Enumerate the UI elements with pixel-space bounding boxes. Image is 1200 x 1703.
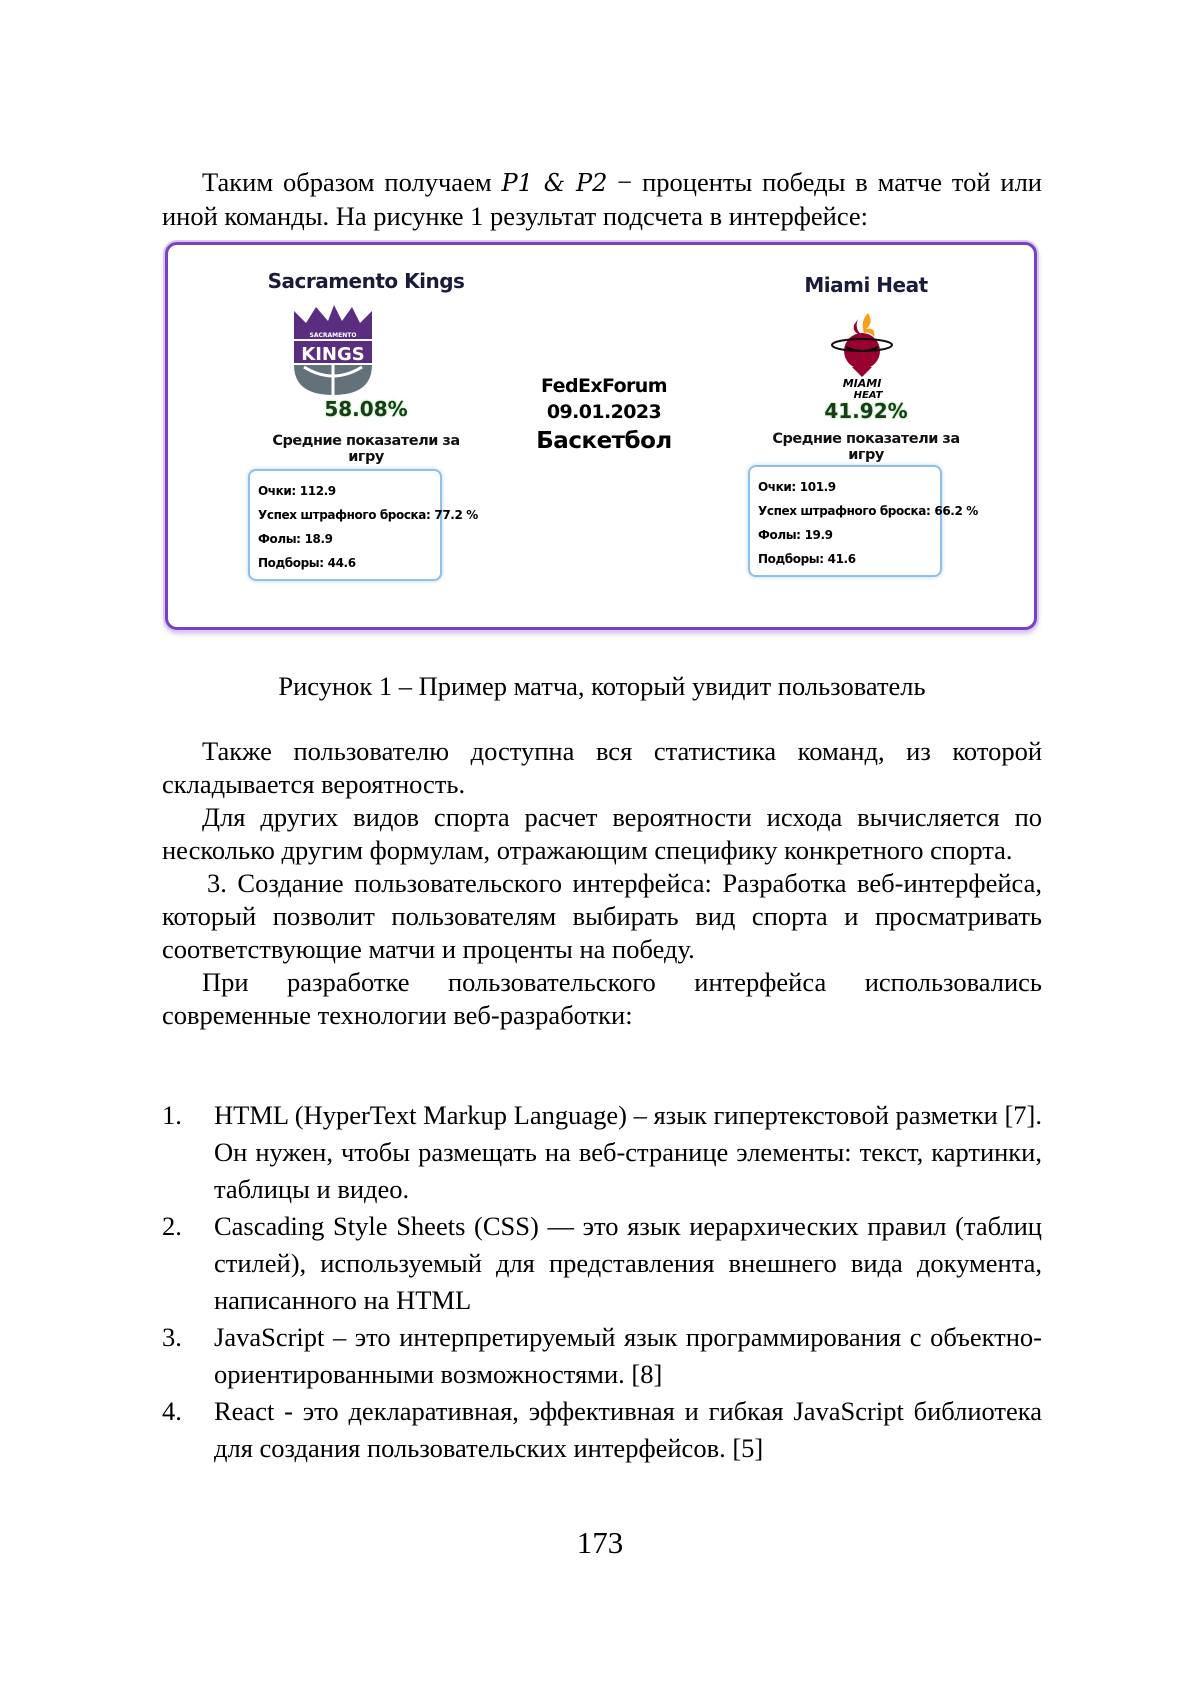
team-left-stats-box [248, 469, 478, 581]
team-left-percent: 58.08% [324, 397, 408, 421]
list-number: 3. [162, 1322, 182, 1352]
team-left-stat-fouls [258, 527, 432, 551]
match-sport: Баскетбол [536, 428, 672, 454]
list-number: 1. [162, 1100, 182, 1130]
match-figure [165, 242, 1037, 630]
page-number: 173 [576, 1525, 624, 1560]
team-left-avg-title: Средние показатели за игру [272, 433, 460, 465]
stat-value: 44.6 [327, 556, 356, 570]
heat-logo-text-2: HEAT [853, 390, 883, 401]
list-item [162, 1097, 1042, 1208]
technology-list [162, 1097, 1042, 1467]
stat-label: Очки: [758, 480, 796, 494]
list-text: Cascading Style Sheets (CSS) — это язык иерархических правил (таблиц стилей), используемый для представления внешнего вида документа, написанного на HTML [214, 1211, 1042, 1315]
kings-logo-small-text: SACRAMENTO [309, 332, 357, 339]
team-left-stat-points [258, 479, 432, 503]
intro-text-end: − проценты победы в матче той или иной команды. На рисунке 1 результат подсчета в интерфейсе: [162, 167, 1042, 231]
intro-formula: P1 & P2 [501, 169, 608, 197]
kings-logo-big-text: KINGS [301, 344, 365, 365]
body-text [162, 735, 1042, 1032]
paragraph: Также пользователю доступна вся статистика команд, из которой складывается вероятность. [162, 736, 1042, 799]
team-right-stat-rebounds [758, 547, 932, 571]
intro-text-start: Таким образом получаем [202, 167, 502, 197]
list-number: 4. [162, 1396, 182, 1426]
team-right-avg-title: Средние показатели за игру [772, 431, 960, 463]
paragraph: 3. Создание пользовательского интерфейса: Разработка веб-интерфейса, который позволит пользователям выбирать вид спорта и просматривать соответствующие матчи и проценты на победу. [162, 868, 1042, 964]
match-date: 09.01.2023 [546, 401, 662, 423]
team-right-stats-box [748, 465, 978, 577]
stat-value: 41.6 [827, 552, 856, 566]
paragraph: Для других видов спорта расчет вероятности исхода вычисляется по несколько другим формулам, отражающим специфику конкретного спорта. [162, 802, 1042, 865]
stat-label: Фолы: [258, 532, 301, 546]
paragraph: При разработке пользовательского интерфейса использовались современные технологии веб-разработки: [162, 967, 1042, 1030]
list-text: HTML (HyperText Markup Language) – язык гипертекстовой разметки [7]. Он нужен, чтобы размещать на веб-странице элементы: текст, картинки, таблицы и видео. [214, 1100, 1042, 1204]
stat-label: Успех штрафного броска: [758, 504, 931, 518]
list-text: React - это декларативная, эффективная и гибкая JavaScript библиотека для создания пользовательских интерфейсов. [5] [214, 1396, 1042, 1463]
team-right-stat-freethrow [758, 499, 978, 523]
list-item [162, 1393, 1042, 1467]
list-item [162, 1208, 1042, 1319]
team-right-stat-fouls [758, 523, 932, 547]
team-left-stat-freethrow [258, 503, 478, 527]
list-text: JavaScript – это интерпретируемый язык программирования с объектно-ориентированными возможностями. [8] [214, 1322, 1042, 1389]
heat-logo-icon [818, 311, 908, 405]
team-right-stat-points [758, 475, 932, 499]
stat-label: Очки: [258, 484, 296, 498]
match-arena: FedExForum [541, 375, 667, 397]
stat-label: Фолы: [758, 528, 801, 542]
stat-label: Успех штрафного броска: [258, 508, 431, 522]
list-number: 2. [162, 1211, 182, 1241]
intro-paragraph [162, 166, 1042, 233]
heat-logo-text-1: MIAMI [842, 377, 882, 390]
stat-value: 112.9 [299, 484, 336, 498]
stat-value: 101.9 [799, 480, 836, 494]
stat-label: Подборы: [258, 556, 324, 570]
match-info [504, 373, 704, 457]
stat-value: 77.2 % [434, 508, 478, 522]
team-right-name: Miami Heat [804, 273, 928, 297]
kings-logo-icon [290, 305, 376, 401]
stat-value: 18.9 [304, 532, 333, 546]
stat-label: Подборы: [758, 552, 824, 566]
team-left-name: Sacramento Kings [267, 269, 465, 293]
stat-value: 66.2 % [934, 504, 978, 518]
figure-caption: Рисунок 1 – Пример матча, который увидит пользователь [278, 671, 926, 701]
team-right-percent: 41.92% [824, 399, 908, 423]
list-item [162, 1319, 1042, 1393]
team-left-stat-rebounds [258, 551, 432, 575]
stat-value: 19.9 [804, 528, 833, 542]
